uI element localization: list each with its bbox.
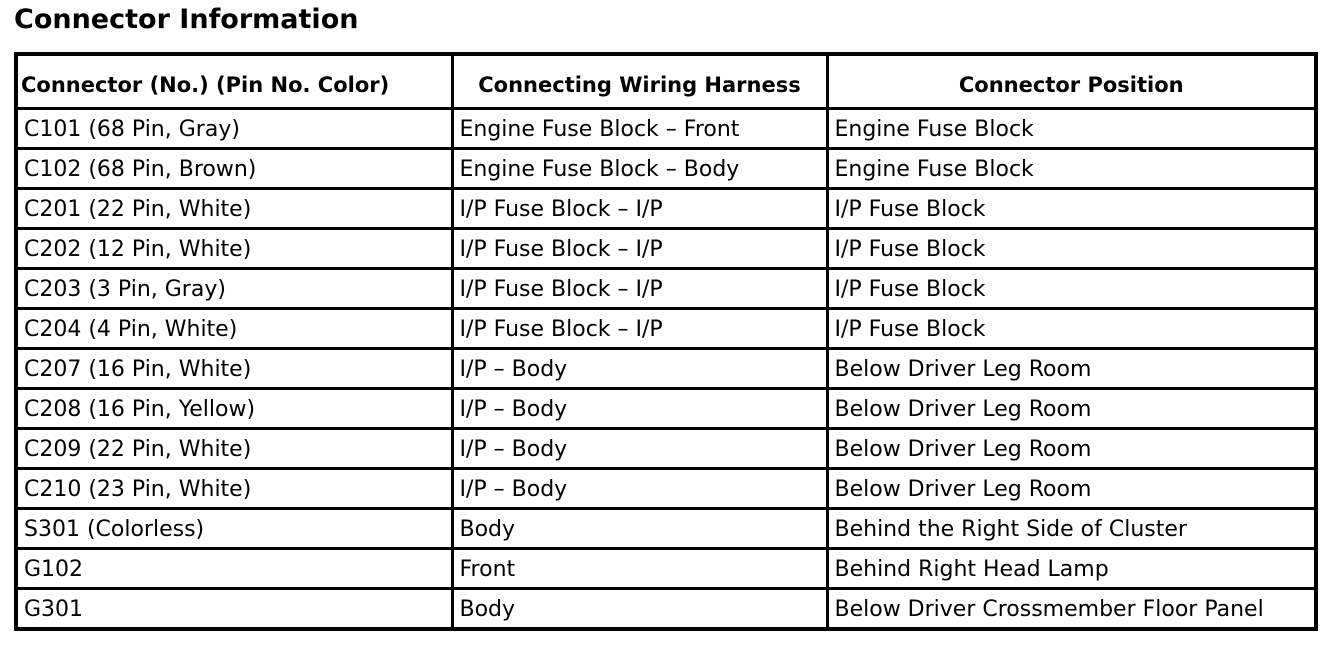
cell-connector: S301 (Colorless): [16, 509, 452, 549]
cell-wiring-harness: I/P Fuse Block – I/P: [452, 189, 827, 229]
cell-connector: C101 (68 Pin, Gray): [16, 109, 452, 149]
cell-connector: C202 (12 Pin, White): [16, 229, 452, 269]
table-row: [16, 189, 1316, 229]
cell-connector: C207 (16 Pin, White): [16, 349, 452, 389]
cell-connector: C208 (16 Pin, Yellow): [16, 389, 452, 429]
table-row: [16, 309, 1316, 349]
table-row: [16, 589, 1316, 630]
cell-connector: C201 (22 Pin, White): [16, 189, 452, 229]
cell-wiring-harness: I/P – Body: [452, 349, 827, 389]
header-connector: Connector (No.) (Pin No. Color): [16, 54, 452, 109]
cell-position: Behind the Right Side of Cluster: [827, 509, 1316, 549]
cell-wiring-harness: I/P Fuse Block – I/P: [452, 309, 827, 349]
cell-connector: C210 (23 Pin, White): [16, 469, 452, 509]
cell-wiring-harness: I/P Fuse Block – I/P: [452, 229, 827, 269]
cell-wiring-harness: I/P – Body: [452, 429, 827, 469]
cell-connector: C204 (4 Pin, White): [16, 309, 452, 349]
cell-position: Below Driver Leg Room: [827, 349, 1316, 389]
header-row: [16, 54, 1316, 109]
table-row: [16, 349, 1316, 389]
cell-position: I/P Fuse Block: [827, 269, 1316, 309]
table-row: [16, 389, 1316, 429]
cell-wiring-harness: Body: [452, 589, 827, 630]
cell-connector: G301: [16, 589, 452, 630]
cell-position: I/P Fuse Block: [827, 229, 1316, 269]
cell-position: Below Driver Crossmember Floor Panel: [827, 589, 1316, 630]
table-row: [16, 109, 1316, 149]
table-row: [16, 469, 1316, 509]
table-row: [16, 509, 1316, 549]
cell-wiring-harness: I/P Fuse Block – I/P: [452, 269, 827, 309]
cell-wiring-harness: I/P – Body: [452, 469, 827, 509]
page-title: Connector Information: [14, 4, 359, 35]
table-header: [16, 54, 1316, 109]
table-row: [16, 429, 1316, 469]
cell-position: I/P Fuse Block: [827, 309, 1316, 349]
cell-connector: C203 (3 Pin, Gray): [16, 269, 452, 309]
cell-position: Engine Fuse Block: [827, 109, 1316, 149]
table-row: [16, 229, 1316, 269]
cell-connector: C102 (68 Pin, Brown): [16, 149, 452, 189]
cell-wiring-harness: Front: [452, 549, 827, 589]
cell-connector: C209 (22 Pin, White): [16, 429, 452, 469]
table-row: [16, 549, 1316, 589]
cell-connector: G102: [16, 549, 452, 589]
cell-position: Below Driver Leg Room: [827, 469, 1316, 509]
cell-position: I/P Fuse Block: [827, 189, 1316, 229]
cell-wiring-harness: Engine Fuse Block – Front: [452, 109, 827, 149]
cell-position: Below Driver Leg Room: [827, 389, 1316, 429]
cell-position: Engine Fuse Block: [827, 149, 1316, 189]
cell-wiring-harness: I/P – Body: [452, 389, 827, 429]
table-body: [16, 109, 1316, 630]
header-connector-position: Connector Position: [827, 54, 1316, 109]
connector-table: [14, 52, 1318, 631]
table-row: [16, 269, 1316, 309]
cell-wiring-harness: Engine Fuse Block – Body: [452, 149, 827, 189]
cell-position: Below Driver Leg Room: [827, 429, 1316, 469]
header-wiring-harness: Connecting Wiring Harness: [452, 54, 827, 109]
table-row: [16, 149, 1316, 189]
cell-position: Behind Right Head Lamp: [827, 549, 1316, 589]
cell-wiring-harness: Body: [452, 509, 827, 549]
